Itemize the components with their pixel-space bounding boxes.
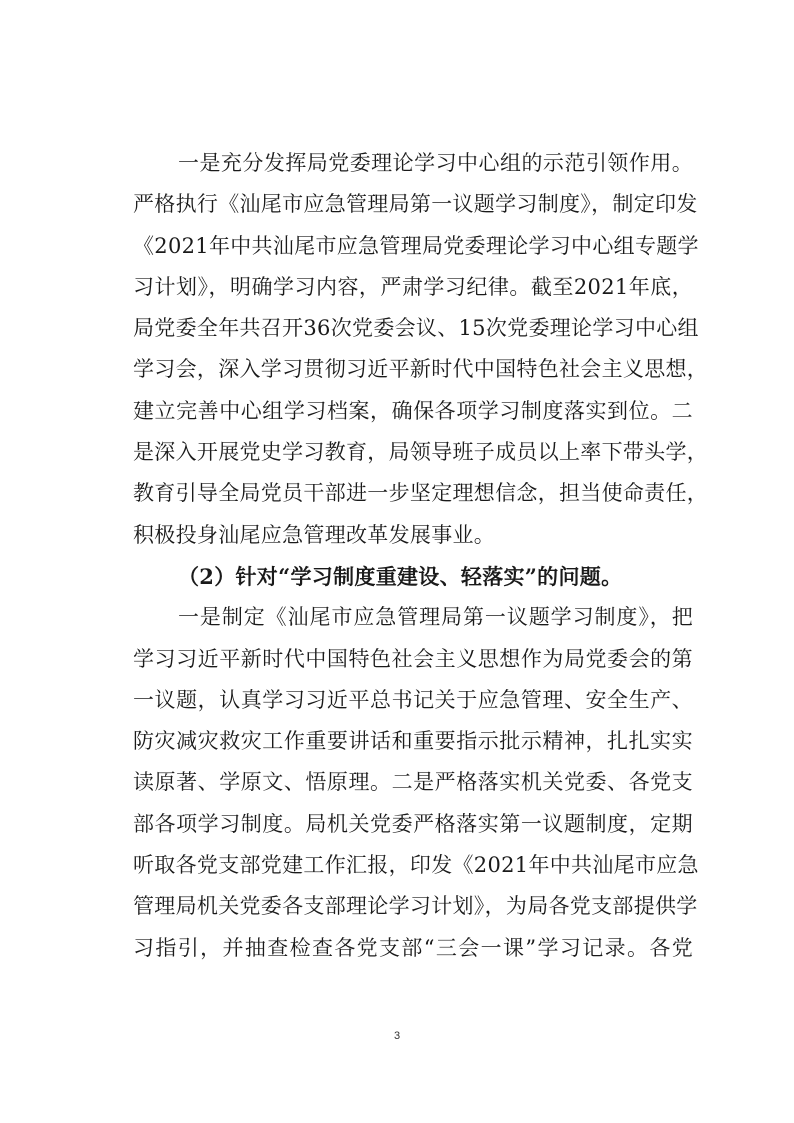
paragraph-line: 局党委全年共召开36次党委会议、15次党委理论学习中心组 [133, 316, 699, 341]
paragraph-line: 管理局机关党委各支部理论学习计划》，为局各党支部提供学 [133, 894, 698, 919]
paragraph-line: 一是制定《汕尾市应急管理局第一议题学习制度》，把 [178, 605, 693, 630]
paragraph-line: 积极投身汕尾应急管理改革发展事业。 [133, 522, 496, 547]
paragraph-line: 是深入开展党史学习教育，局领导班子成员以上率下带头学， [133, 440, 709, 465]
paragraph-line: 教育引导全局党员干部进一步坚定理想信念，担当使命责任， [133, 481, 709, 506]
paragraph-line: 建立完善中心组学习档案，确保各项学习制度落实到位。二 [133, 398, 693, 423]
paragraph-line: 《2021年中共汕尾市应急管理局党委理论学习中心组专题学 [133, 233, 699, 258]
paragraph-line: 一议题，认真学习习近平总书记关于应急管理、安全生产、 [133, 687, 693, 712]
paragraph-line: 一是充分发挥局党委理论学习中心组的示范引领作用。 [178, 151, 693, 175]
paragraph-line: 习指引，并抽查检查各党支部“三会一课”学习记录。各党 [133, 935, 693, 960]
paragraph-line: 学习会，深入学习贯彻习近平新时代中国特色社会主义思想， [133, 357, 709, 382]
paragraph-line: 部各项学习制度。局机关党委严格落实第一议题制度，定期 [133, 811, 693, 836]
paragraph-line: 严格执行《汕尾市应急管理局第一议题学习制度》，制定印发 [133, 192, 698, 217]
paragraph-line: 听取各党支部党建工作汇报，印发《2021年中共汕尾市应急 [133, 853, 699, 878]
paragraph-line: 读原著、学原文、悟原理。二是严格落实机关党委、各党支 [133, 770, 693, 795]
page-number: 3 [393, 1030, 401, 1042]
paragraph-line: 防灾减灾救灾工作重要讲话和重要指示批示精神，扎扎实实 [133, 729, 693, 754]
body-text [133, 143, 709, 969]
section-heading: （2）针对“学习制度重建设、轻落实”的问题。 [178, 563, 623, 589]
paragraph-line: 习计划》，明确学习内容，严肃学习纪律。截至2021年底， [133, 274, 693, 299]
paragraph-line: 学习习近平新时代中国特色社会主义思想作为局党委会的第 [133, 646, 693, 671]
